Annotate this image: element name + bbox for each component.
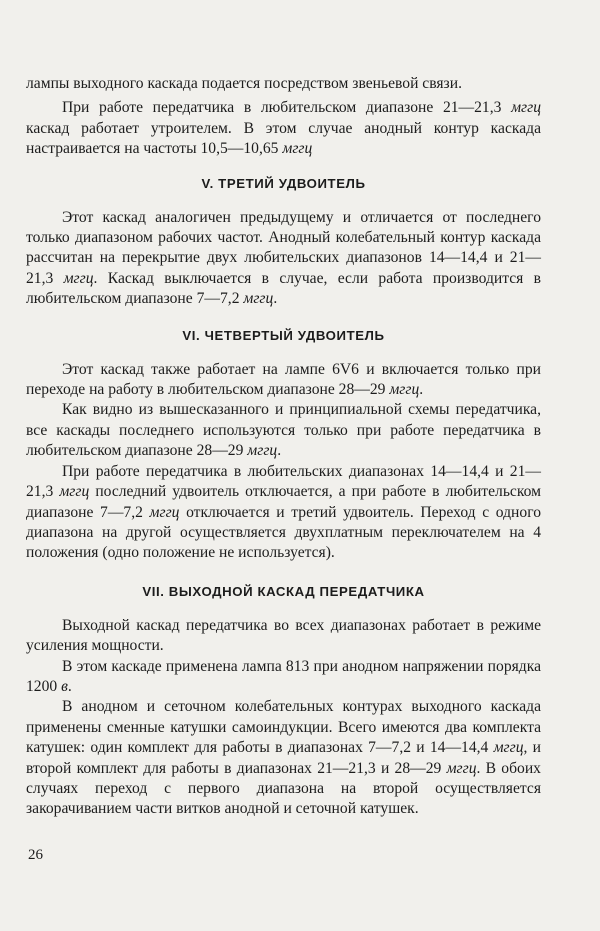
page-body (26, 74, 541, 820)
paragraph: При работе передатчика в любительском диапазоне 21—21,3 мггц каскад работает утроителем. В этом случае анодный контур каскада настраивается на частоты 10,5—10,65 мггц (26, 99, 541, 158)
paragraph: В анодном и сеточном колебательных контурах выходного каскада применены сменные катушки самоиндукции. Всего имеются два комплекта катушек: один комплект для работы в диапазонах 7—7,2 и 14—14,4 мггц, и второй комплект для работы в диапазонах 21—21,3 и 28—29 мггц. В обоих случаях переход с первого диапазона на второй осуществляется закорачиванием части витков анодной и сеточной катушек. (26, 698, 541, 818)
paragraph: Как видно из вышесказанного и принципиальной схемы передатчика, все каскады последнего используются только при работе передатчика в любительском диапазоне 28—29 мггц. (26, 401, 541, 460)
paragraph: Этот каскад также работает на лампе 6V6 и включается только при переходе на работу в любительском диапазоне 28—29 мггц. (26, 360, 541, 399)
section-heading-vii: VII. ВЫХОДНОЙ КАСКАД ПЕРЕДАТЧИКА (142, 583, 425, 599)
paragraph: Этот каскад аналогичен предыдущему и отличается от последнего только диапазоном рабочих частот. Анодный колебательный контур каскада рассчитан на перекрытие двух любительских диапазонов 14—14,4 и 21—21,3 мггц. Каскад выключается в случае, если работа производится в любительском диапазоне 7—7,2 мггц. (26, 208, 541, 308)
paragraph: лампы выходного каскада подается посредством звеньевой связи. (26, 75, 462, 92)
section-heading-v: V. ТРЕТИЙ УДВОИТЕЛЬ (201, 175, 366, 191)
page-number: 26 (28, 847, 43, 863)
paragraph: В этом каскаде применена лампа 813 при анодном напряжении порядка 1200 в. (26, 657, 541, 695)
paragraph: При работе передатчика в любительских диапазонах 14—14,4 и 21—21,3 мггц последний удвоитель отключается, а при работе в любительском диапазоне 7—7,2 мггц отключается и третий удвоитель. Переход с одного диапазона на другой осуществляется двухплатным переключателем на 4 положения (одно положение не используется). (26, 462, 542, 562)
section-heading-vi: VI. ЧЕТВЕРТЫЙ УДВОИТЕЛЬ (182, 327, 385, 343)
paragraph: Выходной каскад передатчика во всех диапазонах работает в режиме усиления мощности. (26, 616, 541, 655)
